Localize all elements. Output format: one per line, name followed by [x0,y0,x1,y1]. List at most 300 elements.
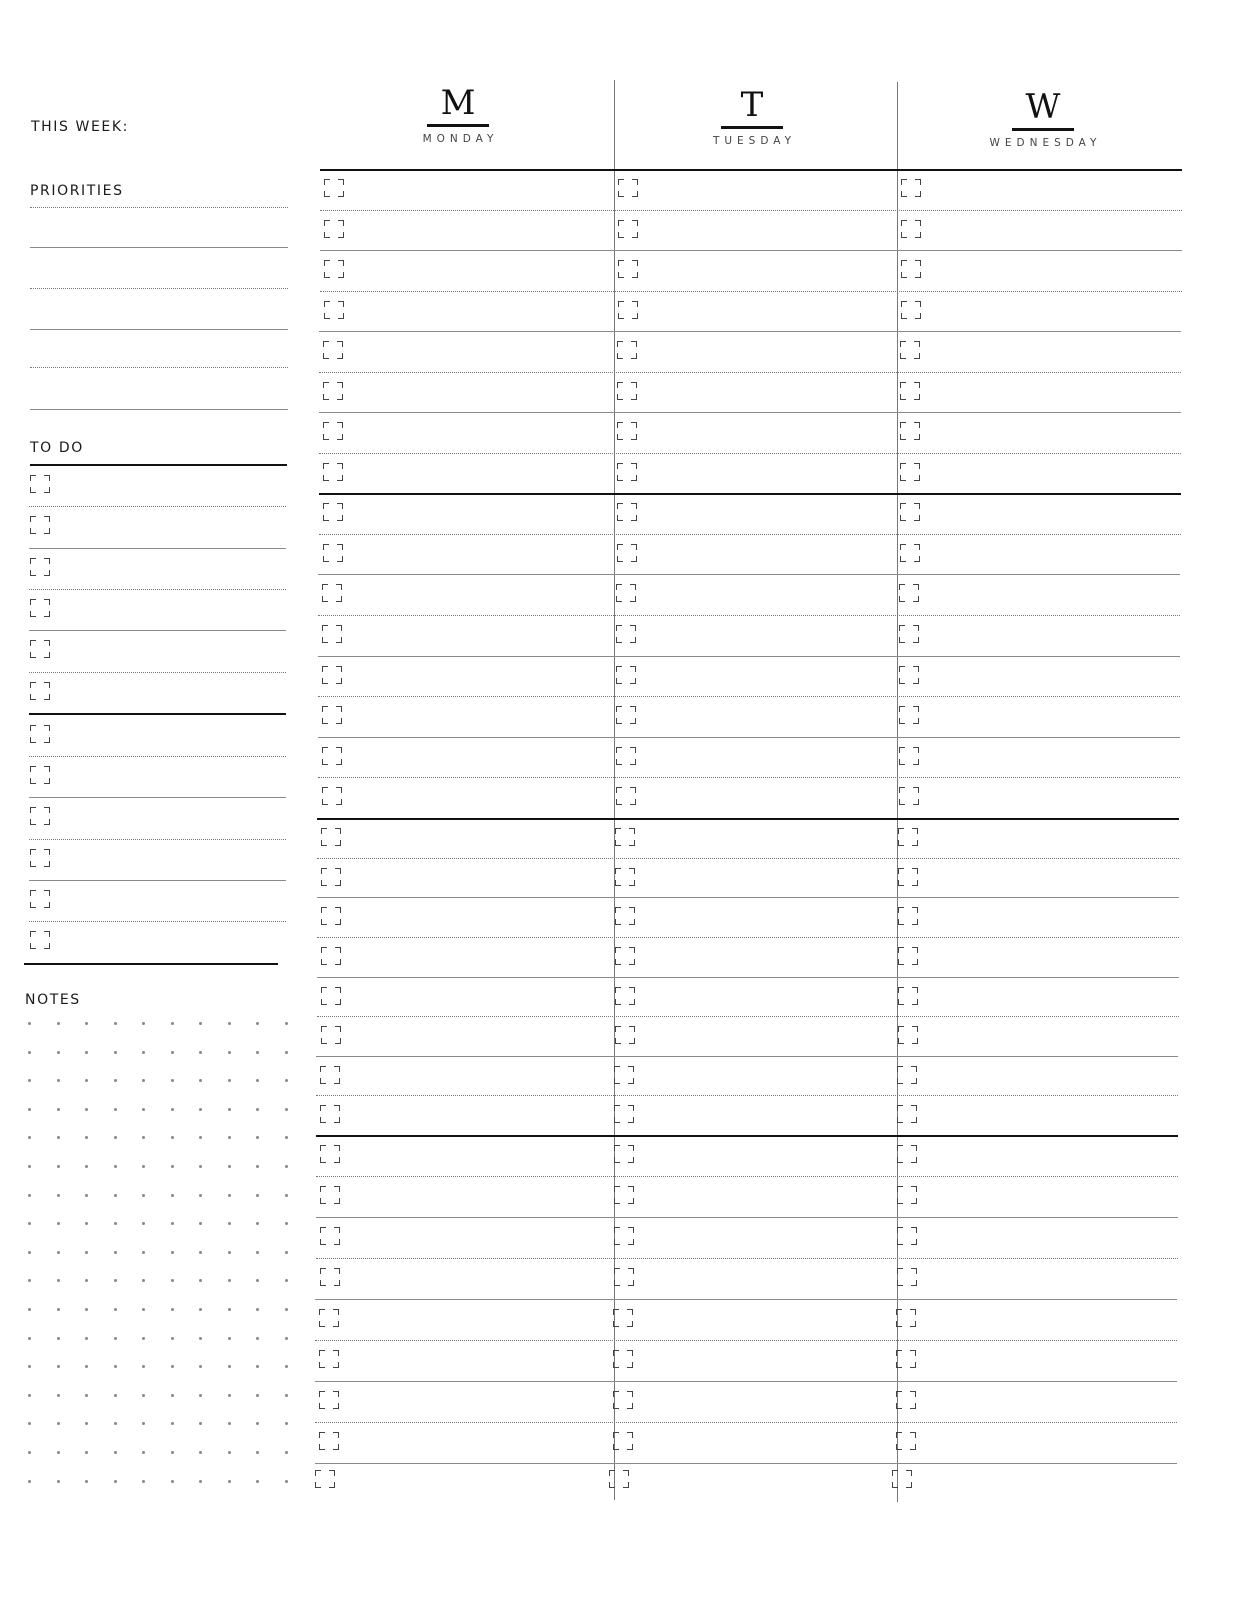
checkbox-icon[interactable] [30,516,50,534]
checkbox-icon[interactable] [896,1432,916,1450]
note-dot [28,1022,31,1025]
checkbox-icon[interactable] [901,301,921,319]
row-separator [318,777,1180,778]
checkbox-icon[interactable] [897,1268,917,1286]
note-dot [57,1279,60,1282]
note-dot [142,1108,145,1111]
checkbox-icon[interactable] [320,1227,340,1245]
note-dot [28,1451,31,1454]
checkbox-icon[interactable] [322,787,342,805]
row-separator [317,937,1179,938]
note-dot [171,1308,174,1311]
todo-separator [29,630,286,631]
priority-line [30,329,288,330]
note-dot [256,1251,259,1254]
checkbox-icon[interactable] [896,1391,916,1409]
checkbox-icon[interactable] [892,1470,912,1488]
note-dot [285,1279,288,1282]
checkbox-icon[interactable] [614,1268,634,1286]
checkbox-icon[interactable] [323,503,343,521]
row-separator [317,897,1179,898]
checkbox-icon[interactable] [898,987,918,1005]
checkbox-icon[interactable] [323,341,343,359]
note-dot [171,1480,174,1483]
note-dot [228,1451,231,1454]
note-dot [171,1051,174,1054]
checkbox-icon[interactable] [30,849,50,867]
note-dot [256,1308,259,1311]
todo-separator [29,506,286,507]
checkbox-icon[interactable] [899,747,919,765]
note-dot [114,1022,117,1025]
note-dot [171,1451,174,1454]
note-dot [114,1079,117,1082]
note-dot [171,1136,174,1139]
note-dot [285,1051,288,1054]
checkbox-icon[interactable] [896,1350,916,1368]
note-dot [114,1165,117,1168]
checkbox-icon[interactable] [617,422,637,440]
note-dot [228,1422,231,1425]
note-dot [285,1451,288,1454]
checkbox-icon[interactable] [322,666,342,684]
checkbox-icon[interactable] [899,706,919,724]
row-separator [319,412,1181,413]
checkbox-icon[interactable] [321,987,341,1005]
note-dot [171,1222,174,1225]
note-dot [228,1480,231,1483]
checkbox-icon[interactable] [30,766,50,784]
day-name: TUESDAY [712,135,797,147]
checkbox-icon[interactable] [618,260,638,278]
checkbox-icon[interactable] [613,1391,633,1409]
row-separator [318,696,1180,697]
checkbox-icon[interactable] [615,828,635,846]
checkbox-icon[interactable] [616,706,636,724]
note-dot [114,1365,117,1368]
note-dot [28,1394,31,1397]
note-dot [199,1308,202,1311]
todo-separator [29,839,286,840]
checkbox-icon[interactable] [319,1391,339,1409]
note-dot [142,1222,145,1225]
checkbox-icon[interactable] [320,1268,340,1286]
checkbox-icon[interactable] [609,1470,629,1488]
note-dot [85,1308,88,1311]
note-dot [85,1451,88,1454]
note-dot [85,1194,88,1197]
row-separator [317,1016,1179,1017]
todo-separator [29,548,286,549]
row-separator [317,858,1179,859]
note-dot [114,1136,117,1139]
checkbox-icon[interactable] [30,890,50,908]
priorities-heading: PRIORITIES [30,183,124,199]
note-dot [285,1194,288,1197]
note-dot [228,1022,231,1025]
row-separator [317,977,1179,978]
row-separator [318,656,1180,657]
note-dot [28,1337,31,1340]
note-dot [256,1022,259,1025]
checkbox-icon[interactable] [321,828,341,846]
checkbox-icon[interactable] [901,179,921,197]
checkbox-icon[interactable] [320,1066,340,1084]
checkbox-icon[interactable] [30,558,50,576]
checkbox-icon[interactable] [322,747,342,765]
note-dot [85,1337,88,1340]
note-dot [28,1108,31,1111]
checkbox-icon[interactable] [618,220,638,238]
checkbox-icon[interactable] [899,666,919,684]
checkbox-icon[interactable] [900,341,920,359]
note-dot [142,1194,145,1197]
note-dot [228,1222,231,1225]
checkbox-icon[interactable] [897,1105,917,1123]
checkbox-icon[interactable] [899,584,919,602]
checkbox-icon[interactable] [319,1432,339,1450]
checkbox-icon[interactable] [322,625,342,643]
note-dot [57,1480,60,1483]
priority-line [30,367,288,368]
checkbox-icon[interactable] [618,179,638,197]
note-dot [85,1165,88,1168]
note-dot [142,1251,145,1254]
day-letter: W [1025,87,1061,127]
note-dot [142,1394,145,1397]
checkbox-icon[interactable] [614,1066,634,1084]
note-dot [171,1079,174,1082]
note-dot [256,1051,259,1054]
checkbox-icon[interactable] [614,1145,634,1163]
todo-heading: TO DO [30,440,84,456]
checkbox-icon[interactable] [324,220,344,238]
note-dot [142,1051,145,1054]
checkbox-icon[interactable] [899,625,919,643]
note-dot [114,1337,117,1340]
note-dot [199,1194,202,1197]
row-separator [320,291,1182,292]
todo-separator [29,797,286,798]
note-dot [142,1279,145,1282]
note-dot [57,1422,60,1425]
note-dot [85,1394,88,1397]
checkbox-icon[interactable] [614,1186,634,1204]
note-dot [171,1108,174,1111]
note-dot [57,1079,60,1082]
checkbox-icon[interactable] [615,868,635,886]
checkbox-icon[interactable] [618,301,638,319]
note-dot [199,1165,202,1168]
checkbox-icon[interactable] [321,907,341,925]
note-dot [171,1251,174,1254]
note-dot [285,1480,288,1483]
checkbox-icon[interactable] [321,868,341,886]
checkbox-icon[interactable] [617,503,637,521]
checkbox-icon[interactable] [616,666,636,684]
note-dot [142,1079,145,1082]
note-dot [85,1108,88,1111]
checkbox-icon[interactable] [315,1470,335,1488]
note-dot [28,1051,31,1054]
day-name: MONDAY [422,133,499,145]
checkbox-icon[interactable] [617,544,637,562]
checkbox-icon[interactable] [321,947,341,965]
checkbox-icon[interactable] [899,787,919,805]
note-dot [114,1394,117,1397]
note-dot [85,1422,88,1425]
checkbox-icon[interactable] [617,382,637,400]
note-dot [199,1222,202,1225]
note-dot [228,1365,231,1368]
row-separator [316,1095,1178,1096]
note-dot [256,1136,259,1139]
checkbox-icon[interactable] [616,625,636,643]
note-dot [285,1165,288,1168]
note-dot [57,1194,60,1197]
checkbox-icon[interactable] [323,463,343,481]
note-dot [57,1222,60,1225]
note-dot [228,1165,231,1168]
note-dot [171,1194,174,1197]
note-dot [199,1279,202,1282]
checkbox-icon[interactable] [900,503,920,521]
todo-separator [29,713,286,715]
checkbox-icon[interactable] [322,584,342,602]
this-week-label: THIS WEEK: [31,119,129,135]
priority-line [30,247,288,248]
day-header-wednesday [973,88,1113,149]
checkbox-icon[interactable] [30,475,50,493]
note-dot [114,1422,117,1425]
row-separator [316,1217,1178,1218]
note-dot [28,1251,31,1254]
note-dot [57,1251,60,1254]
todo-separator [29,921,286,922]
note-dot [85,1222,88,1225]
checkbox-icon[interactable] [613,1309,633,1327]
todo-separator [24,963,278,965]
day-letter: T [740,85,764,125]
note-dot [57,1165,60,1168]
checkbox-icon[interactable] [901,220,921,238]
row-separator [319,453,1181,454]
checkbox-icon[interactable] [897,1186,917,1204]
checkbox-icon[interactable] [896,1309,916,1327]
checkbox-icon[interactable] [617,463,637,481]
note-dot [199,1422,202,1425]
row-separator [315,1381,1177,1382]
note-dot [256,1480,259,1483]
note-dot [28,1136,31,1139]
note-dot [85,1480,88,1483]
note-dot [114,1451,117,1454]
note-dot [28,1194,31,1197]
checkbox-icon[interactable] [616,787,636,805]
checkbox-icon[interactable] [30,807,50,825]
todo-separator [29,672,286,673]
note-dot [171,1279,174,1282]
note-dot [85,1279,88,1282]
note-dot [228,1051,231,1054]
day-letter: M [440,83,476,123]
checkbox-icon[interactable] [30,725,50,743]
note-dot [114,1222,117,1225]
notes-heading: NOTES [25,992,81,1008]
note-dot [142,1308,145,1311]
row-separator [320,250,1182,251]
checkbox-icon[interactable] [898,828,918,846]
note-dot [85,1365,88,1368]
note-dot [228,1136,231,1139]
checkbox-icon[interactable] [324,301,344,319]
note-dot [256,1451,259,1454]
note-dot [171,1394,174,1397]
note-dot [256,1165,259,1168]
checkbox-icon[interactable] [614,1105,634,1123]
row-separator [319,372,1181,373]
checkbox-icon[interactable] [897,1227,917,1245]
note-dot [199,1022,202,1025]
checkbox-icon[interactable] [320,1145,340,1163]
checkbox-icon[interactable] [322,706,342,724]
note-dot [199,1136,202,1139]
checkbox-icon[interactable] [615,907,635,925]
row-separator [318,574,1180,575]
checkbox-icon[interactable] [321,1026,341,1044]
priority-line [30,207,288,208]
note-dot [28,1480,31,1483]
note-dot [199,1480,202,1483]
row-separator [318,737,1180,738]
note-dot [142,1022,145,1025]
note-dot [228,1108,231,1111]
note-dot [114,1194,117,1197]
note-dot [256,1422,259,1425]
checkbox-icon[interactable] [615,947,635,965]
checkbox-icon[interactable] [614,1227,634,1245]
checkbox-icon[interactable] [323,544,343,562]
note-dot [285,1079,288,1082]
checkbox-icon[interactable] [898,868,918,886]
note-dot [171,1165,174,1168]
note-dot [171,1422,174,1425]
checkbox-icon[interactable] [900,422,920,440]
note-dot [228,1079,231,1082]
note-dot [57,1308,60,1311]
checkbox-icon[interactable] [324,179,344,197]
note-dot [28,1222,31,1225]
row-separator [316,1056,1178,1057]
note-dot [171,1337,174,1340]
checkbox-icon[interactable] [617,341,637,359]
checkbox-icon[interactable] [615,1026,635,1044]
note-dot [256,1279,259,1282]
priority-line [30,409,288,410]
row-separator [316,1176,1178,1177]
day-header-tuesday [682,86,822,147]
checkbox-icon[interactable] [900,544,920,562]
checkbox-icon[interactable] [897,1066,917,1084]
day-name: WEDNESDAY [989,137,1102,149]
day-header-monday [388,84,528,145]
checkbox-icon[interactable] [900,463,920,481]
note-dot [28,1422,31,1425]
row-separator [315,1463,1177,1464]
checkbox-icon[interactable] [613,1350,633,1368]
note-dot [228,1251,231,1254]
row-separator [315,1422,1177,1423]
checkbox-icon[interactable] [30,931,50,949]
checkbox-icon[interactable] [324,260,344,278]
note-dot [171,1022,174,1025]
checkbox-icon[interactable] [319,1309,339,1327]
note-dot [285,1337,288,1340]
note-dot [285,1308,288,1311]
checkbox-icon[interactable] [900,382,920,400]
row-separator [315,1299,1177,1300]
section-rule [320,169,1182,171]
checkbox-icon[interactable] [319,1350,339,1368]
note-dot [85,1079,88,1082]
checkbox-icon[interactable] [898,1026,918,1044]
checkbox-icon[interactable] [615,987,635,1005]
note-dot [228,1308,231,1311]
note-dot [114,1279,117,1282]
note-dot [28,1365,31,1368]
note-dot [142,1451,145,1454]
checkbox-icon[interactable] [613,1432,633,1450]
note-dot [228,1279,231,1282]
todo-separator [29,880,286,881]
section-rule [319,493,1181,495]
note-dot [256,1365,259,1368]
checkbox-icon[interactable] [323,422,343,440]
note-dot [57,1022,60,1025]
checkbox-icon[interactable] [30,682,50,700]
note-dot [285,1136,288,1139]
note-dot [142,1165,145,1168]
note-dot [85,1051,88,1054]
checkbox-icon[interactable] [320,1186,340,1204]
note-dot [256,1108,259,1111]
checkbox-icon[interactable] [320,1105,340,1123]
checkbox-icon[interactable] [898,947,918,965]
row-separator [316,1258,1178,1259]
checkbox-icon[interactable] [30,599,50,617]
checkbox-icon[interactable] [323,382,343,400]
note-dot [285,1108,288,1111]
note-dot [228,1394,231,1397]
checkbox-icon[interactable] [897,1145,917,1163]
note-dot [57,1365,60,1368]
checkbox-icon[interactable] [616,584,636,602]
day-underline [721,126,783,129]
note-dot [256,1337,259,1340]
note-dot [114,1480,117,1483]
checkbox-icon[interactable] [898,907,918,925]
note-dot [142,1136,145,1139]
section-rule [316,1135,1178,1137]
checkbox-icon[interactable] [901,260,921,278]
note-dot [57,1108,60,1111]
day-underline [427,124,489,127]
checkbox-icon[interactable] [30,640,50,658]
row-separator [319,331,1181,332]
note-dot [199,1451,202,1454]
checkbox-icon[interactable] [616,747,636,765]
note-dot [199,1337,202,1340]
